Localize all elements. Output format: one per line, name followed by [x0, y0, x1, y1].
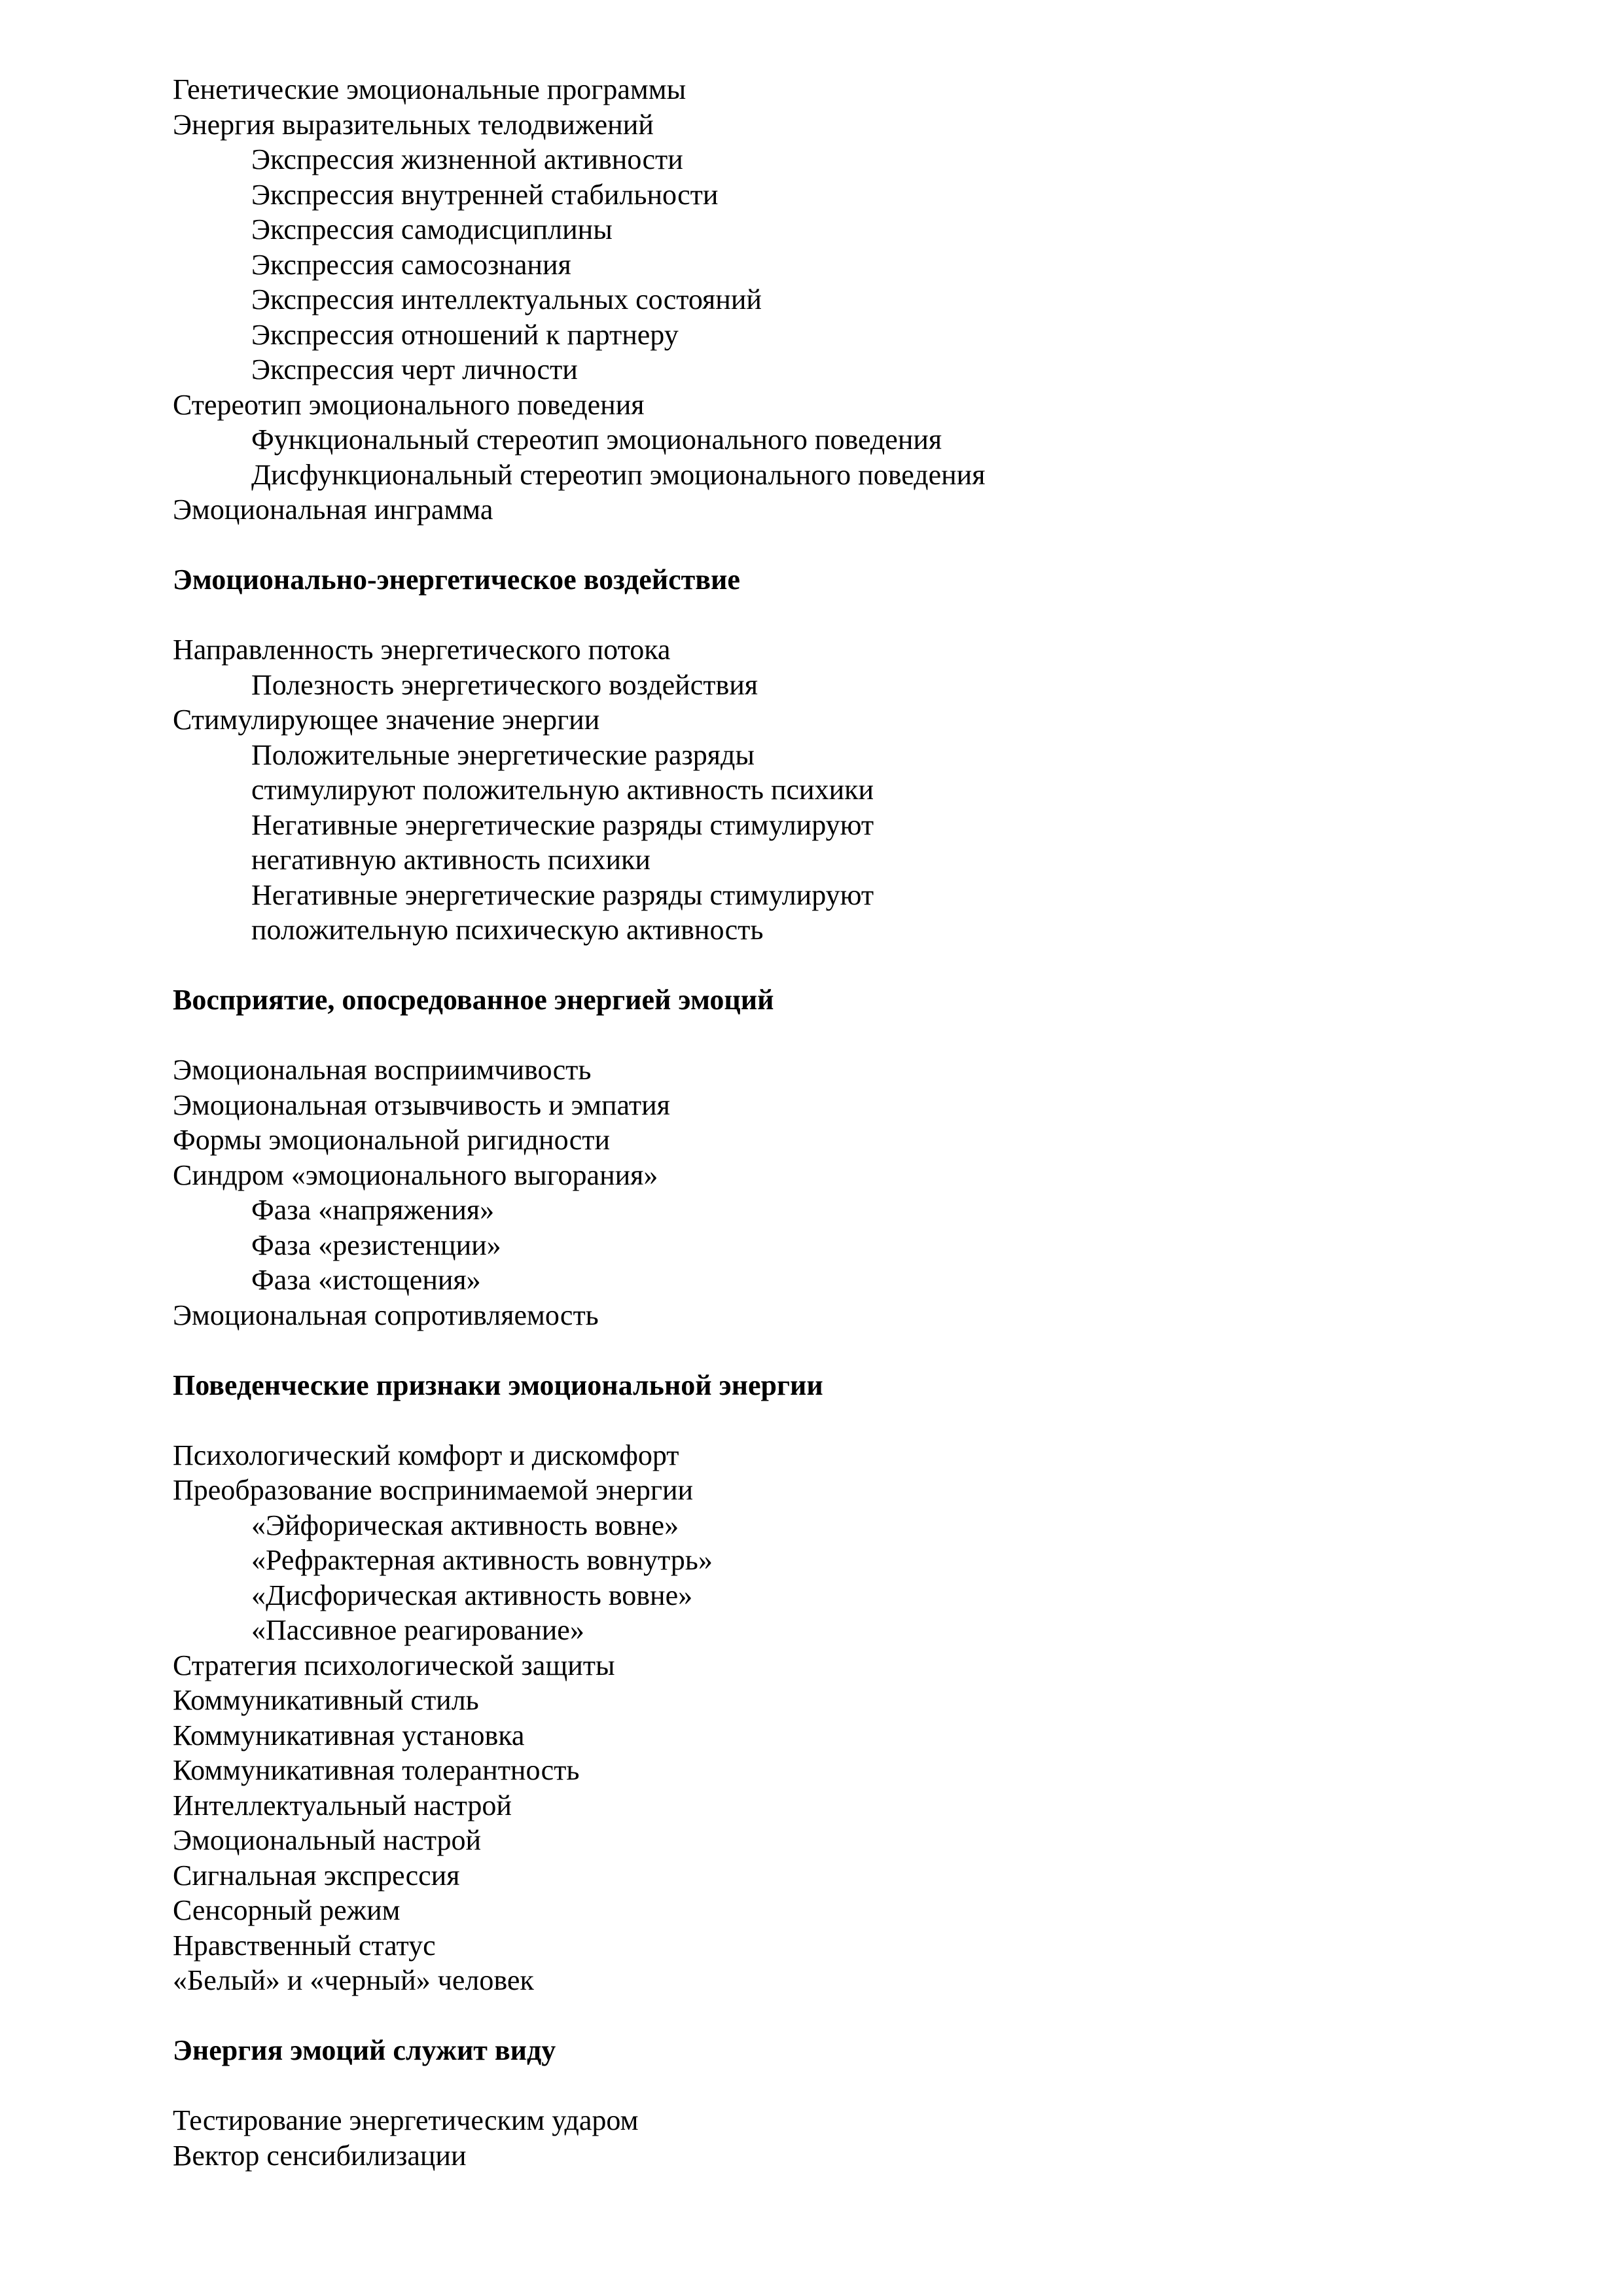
- blank-line: [173, 1333, 1482, 1368]
- blank-line: [173, 1403, 1482, 1438]
- list-item: Эмоциональная сопротивляемость: [173, 1299, 599, 1331]
- blank-line: [173, 528, 1482, 563]
- list-item: Стратегия психологической защиты: [173, 1649, 615, 1681]
- sub-item: Экспрессия самосознания: [251, 248, 571, 281]
- list-item: Нравственный статус: [173, 1929, 436, 1962]
- blank-line: [173, 948, 1482, 983]
- sub-item: положительную психическую активность: [251, 914, 764, 946]
- sub-item: негативную активность психики: [251, 844, 651, 876]
- list-item: Стимулирующее значение энергии: [173, 704, 600, 736]
- list-item: Коммуникативная установка: [173, 1719, 525, 1751]
- document-section: [173, 72, 1482, 528]
- sub-item: Фаза «истощения»: [251, 1264, 481, 1296]
- blank-line: [173, 2068, 1482, 2104]
- list-item: Эмоциональный настрой: [173, 1824, 482, 1856]
- list-item: Стереотип эмоционального поведения: [173, 388, 645, 421]
- list-item: Направленность энергетического потока: [173, 634, 671, 666]
- list-item: Психологический комфорт и дискомфорт: [173, 1439, 679, 1471]
- document-page: [173, 72, 1482, 2173]
- list-item: Эмоциональная восприимчивость: [173, 1054, 592, 1086]
- blank-line: [173, 1998, 1482, 2034]
- list-item: Интеллектуальный настрой: [173, 1789, 512, 1821]
- blank-line: [173, 1018, 1482, 1053]
- sub-item: Экспрессия отношений к партнеру: [251, 318, 679, 351]
- sub-item: Полезность энергетического воздействия: [251, 668, 758, 701]
- document-section: [173, 1998, 1482, 2174]
- sub-item: Экспрессия черт личности: [251, 353, 578, 386]
- document-section: [173, 1333, 1482, 1998]
- document-section: [173, 948, 1482, 1333]
- list-item: Вектор сенсибилизации: [173, 2139, 467, 2172]
- sub-item: Дисфункциональный стереотип эмоционального поведения: [251, 458, 986, 491]
- sub-item: стимулируют положительную активность психики: [251, 774, 874, 806]
- list-item: Генетические эмоциональные программы: [173, 73, 687, 105]
- sub-item: Экспрессия интеллектуальных состояний: [251, 283, 762, 315]
- list-item: Энергия выразительных телодвижений: [173, 108, 654, 141]
- section-heading: Эмоционально-энергетическое воздействие: [173, 564, 740, 596]
- sub-item: Функциональный стереотип эмоционального поведения: [251, 423, 942, 456]
- list-item: Эмоциональная инграмма: [173, 493, 493, 526]
- blank-line: [173, 598, 1482, 633]
- list-item: «Белый» и «черный» человек: [173, 1964, 534, 1996]
- sub-item: Фаза «резистенции»: [251, 1229, 501, 1261]
- list-item: Тестирование энергетическим ударом: [173, 2104, 639, 2136]
- section-heading: Восприятие, опосредованное энергией эмоций: [173, 984, 774, 1016]
- sub-item: Негативные энергетические разряды стимулируют: [251, 808, 874, 841]
- list-item: Коммуникативная толерантность: [173, 1754, 580, 1786]
- sub-item: «Пассивное реагирование»: [251, 1614, 584, 1646]
- list-item: Сенсорный режим: [173, 1894, 401, 1926]
- list-item: Формы эмоциональной ригидности: [173, 1124, 610, 1156]
- section-heading: Энергия эмоций служит виду: [173, 2034, 556, 2066]
- sub-item: Экспрессия самодисциплины: [251, 213, 613, 245]
- sub-item: «Эйфорическая активность вовне»: [251, 1509, 679, 1541]
- document-section: [173, 528, 1482, 948]
- list-item: Преобразование воспринимаемой энергии: [173, 1474, 694, 1506]
- sub-item: Фаза «напряжения»: [251, 1194, 495, 1226]
- list-item: Коммуникативный стиль: [173, 1684, 479, 1716]
- sub-item: Положительные энергетические разряды: [251, 738, 755, 771]
- sub-item: «Рефрактерная активность вовнутрь»: [251, 1544, 713, 1576]
- sub-item: «Дисфорическая активность вовне»: [251, 1579, 693, 1611]
- list-item: Эмоциональная отзывчивость и эмпатия: [173, 1088, 670, 1121]
- list-item: Синдром «эмоционального выгорания»: [173, 1158, 658, 1191]
- sub-item: Экспрессия жизненной активности: [251, 143, 683, 175]
- sub-item: Экспрессия внутренней стабильности: [251, 178, 719, 211]
- list-item: Сигнальная экспрессия: [173, 1859, 460, 1892]
- sub-item: Негативные энергетические разряды стимулируют: [251, 878, 874, 911]
- section-heading: Поведенческие признаки эмоциональной энергии: [173, 1369, 823, 1401]
